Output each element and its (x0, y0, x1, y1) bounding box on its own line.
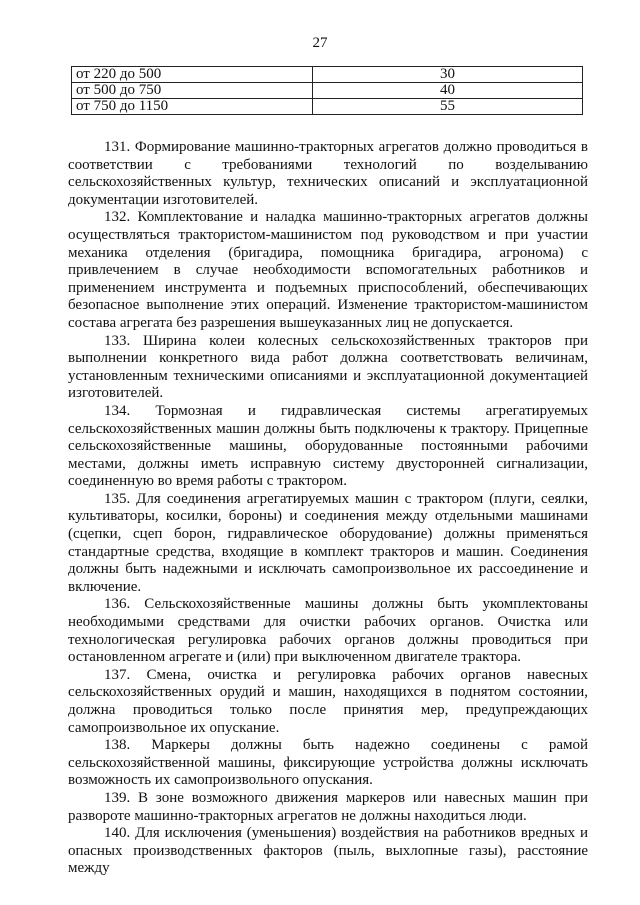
paragraph-136: 136. Сельскохозяйственные машины должны быть укомплектованы необходимыми средствами для очистки рабочих органов. Очистка или технологическая регулировка рабочих органов должны проводиться при остановленном агрегате и (или) при выключенном двигателе трактора. (68, 596, 588, 666)
paragraph-135: 135. Для соединения агрегатируемых машин с трактором (плуги, сеялки, культиваторы, косилки, бороны) и соединения между отдельными машинами (сцепки, сцеп борон, гидравлическое оборудование) должны применяться стандартные средства, входящие в комплект тракторов и машин. Соединения должны быть надежными и исключать самопроизвольное их рассоединение и включение. (68, 490, 588, 595)
paragraph-137: 137. Смена, очистка и регулировка рабочих органов навесных сельскохозяйственных орудий и машин, находящихся в поднятом состоянии, должна проводиться только после принятия мер, предупреждающих самопроизвольное их опускание. (68, 666, 588, 736)
table-cell-range: от 750 до 1150 (72, 99, 313, 115)
table-row (72, 67, 583, 83)
table-cell-value: 40 (313, 83, 583, 99)
paragraph-139: 139. В зоне возможного движения маркеров или навесных машин при развороте машинно-тракторных агрегатов не должны находиться люди. (68, 789, 588, 824)
table-row (72, 99, 583, 115)
paragraph-138: 138. Маркеры должны быть надежно соединены с рамой сельскохозяйственной машины, фиксирующие устройства должны исключать возможность их самопроизвольного опускания. (68, 737, 588, 789)
table-cell-value: 30 (313, 67, 583, 83)
paragraph-132: 132. Комплектование и наладка машинно-тракторных агрегатов должны осуществляться трактористом-машинистом под руководством и при участии механика отделения (бригадира, помощника бригадира, агронома) с привлечением в случае необходимости вспомогательных работников и применением инструмента и подъемных приспособлений, обеспечивающих безопасное выполнение этих операций. Изменение трактористом-машинистом состава агрегата без разрешения вышеуказанных лиц не допускается. (68, 209, 588, 331)
range-table (71, 66, 583, 115)
table-cell-range: от 500 до 750 (72, 83, 313, 99)
table-row (72, 83, 583, 99)
page-number: 27 (312, 35, 328, 51)
paragraph-140: 140. Для исключения (уменьшения) воздействия на работников вредных и опасных производственных факторов (пыль, выхлопные газы), расстояние между (68, 825, 588, 877)
document-body (68, 139, 588, 878)
paragraph-134: 134. Тормозная и гидравлическая системы агрегатируемых сельскохозяйственных машин должны быть подключены к трактору. Прицепные сельскохозяйственные машины, оборудованные постоянными рабочими местами, должны иметь исправную систему двусторонней сигнализации, соединенную во время работы с трактором. (68, 402, 588, 490)
paragraph-131: 131. Формирование машинно-тракторных агрегатов должно проводиться в соответствии с требованиями технологий по возделыванию сельскохозяйственных культур, технических описаний и эксплуатационной документации изготовителей. (68, 139, 588, 208)
table-cell-value: 55 (313, 99, 583, 115)
table-cell-range: от 220 до 500 (72, 67, 313, 83)
paragraph-133: 133. Ширина колеи колесных сельскохозяйственных тракторов при выполнении конкретного вида работ должна соответствовать величинам, установленным техническими описаниями и эксплуатационной документацией изготовителей. (68, 332, 588, 402)
